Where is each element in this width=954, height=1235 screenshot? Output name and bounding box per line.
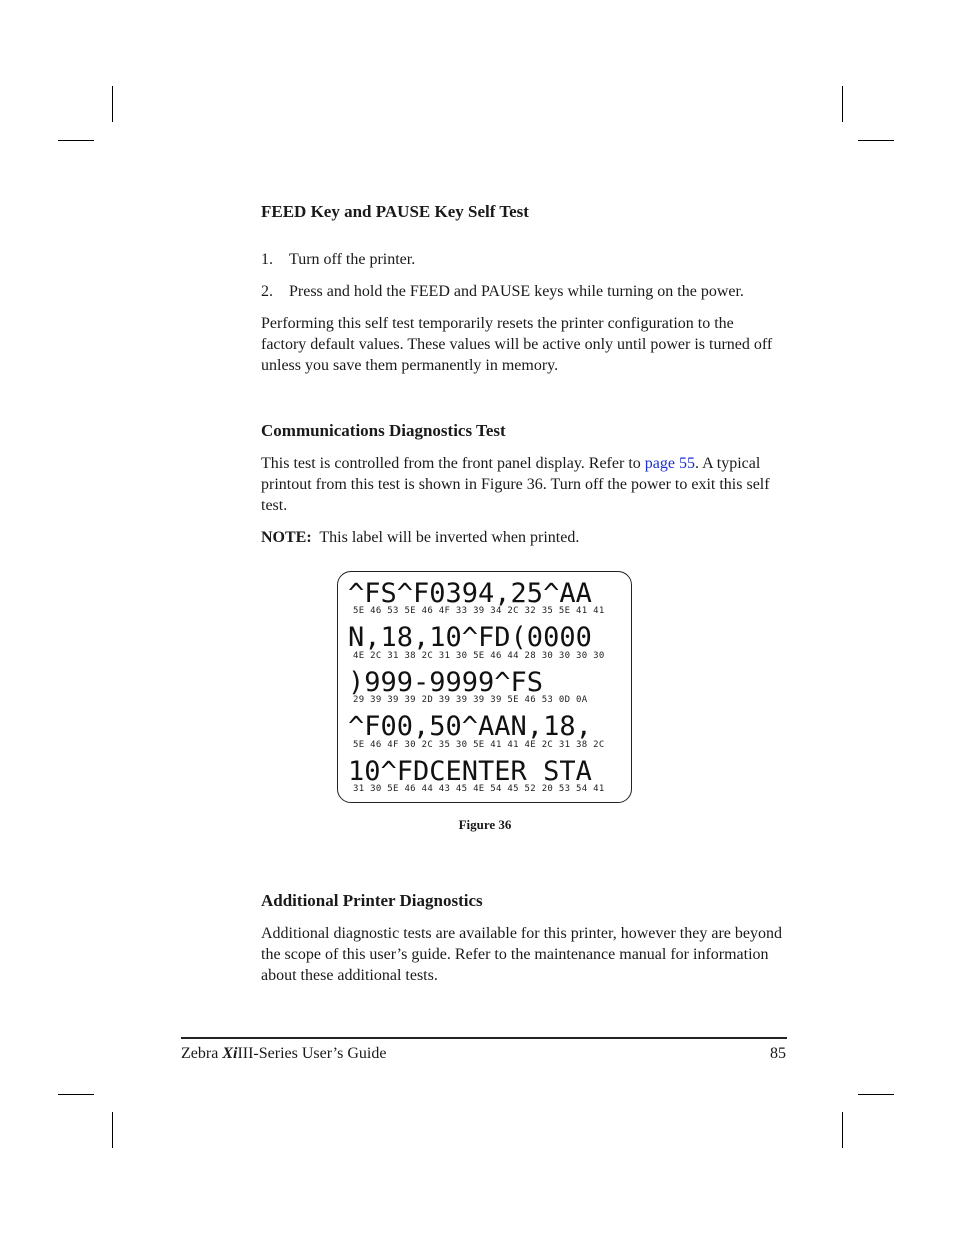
crop-mark [842, 86, 843, 122]
footer-prefix: Zebra [181, 1045, 223, 1062]
list-number: 1. [261, 251, 273, 268]
paragraph-comm-diag [261, 453, 783, 516]
paragraph-text: This test is controlled from the front panel display. Refer to [261, 455, 645, 472]
figure-caption-text: Figure 36 [458, 817, 512, 832]
note-text: This label will be inverted when printed. [311, 529, 580, 546]
label-text-line: ^F00,50^AAN,18, [348, 711, 592, 742]
list-item [261, 249, 415, 270]
label-printout-figure [337, 571, 632, 803]
footer-brand: Xi [222, 1045, 238, 1062]
section-heading-feed-pause: FEED Key and PAUSE Key Self Test [261, 202, 529, 221]
paragraph-text: . A typical printout from this test is shown in Figure 36. Turn off the power to exit this self test. [261, 455, 770, 514]
footer-rule [181, 1037, 787, 1039]
crop-mark [842, 1112, 843, 1148]
footer-suffix: III-Series User’s Guide [237, 1045, 387, 1062]
label-hex-line: 5E 46 4F 30 2C 35 30 5E 41 41 4E 2C 31 38 2C [353, 740, 605, 750]
list-number: 2. [261, 283, 273, 300]
label-hex-line: 31 30 5E 46 44 43 45 4E 54 45 52 20 53 54 41 [353, 784, 605, 794]
label-hex-line: 5E 46 53 5E 46 4F 33 39 34 2C 32 35 5E 41 41 [353, 606, 605, 616]
list-text: Press and hold the FEED and PAUSE keys while turning on the power. [289, 283, 744, 300]
list-text: Turn off the printer. [289, 251, 416, 268]
crop-mark [112, 86, 113, 122]
label-text-line: N,18,10^FD(0000 [348, 622, 592, 653]
figure-caption [0, 817, 954, 833]
section-heading-additional: Additional Printer Diagnostics [261, 891, 483, 910]
label-text-line: )999-9999^FS [348, 667, 544, 698]
crop-mark [112, 1112, 113, 1148]
crop-mark [858, 140, 894, 141]
crop-mark [858, 1094, 894, 1095]
page-link[interactable]: page 55 [644, 455, 695, 472]
footer-title [181, 1045, 386, 1063]
label-hex-line: 29 39 39 39 2D 39 39 39 39 5E 46 53 0D 0A [353, 695, 588, 705]
note-label: NOTE: [261, 529, 312, 546]
note [261, 527, 783, 548]
crop-mark [58, 1094, 94, 1095]
crop-mark [58, 140, 94, 141]
paragraph-additional: Additional diagnostic tests are available for this printer, however they are beyond the scope of this user’s guide. Refer to the maintenance manual for information about these additional tests. [261, 925, 782, 984]
label-text-line: 10^FDCENTER STA [348, 756, 592, 787]
label-text-line: ^FS^F0394,25^AA [348, 578, 592, 609]
paragraph-feed-pause: Performing this self test temporarily resets the printer configuration to the factory default values. These values will be active only until power is turned off unless you save them permanently in memory. [261, 315, 773, 374]
page-number: 85 [770, 1045, 786, 1062]
section-heading-comm-diag: Communications Diagnostics Test [261, 421, 506, 440]
label-hex-line: 4E 2C 31 38 2C 31 30 5E 46 44 28 30 30 30 30 [353, 651, 605, 661]
list-item [261, 281, 744, 302]
